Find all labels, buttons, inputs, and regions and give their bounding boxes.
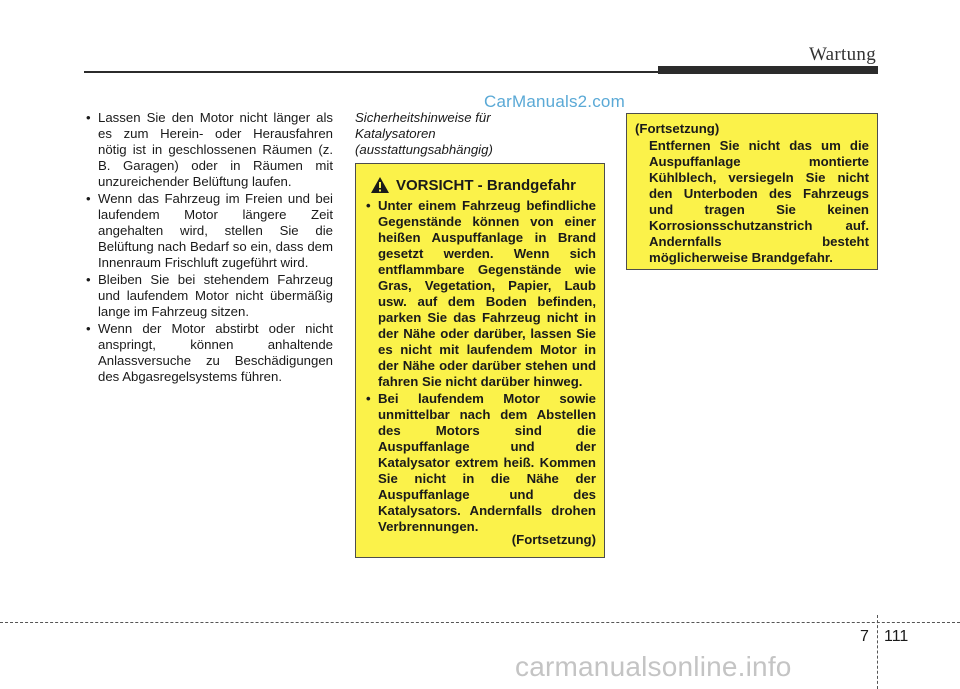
warning-item: • Unter einem Fahrzeug befindliche Gegenstände können von einer heißen Auspuffanlage in Brand gesetzt werden. Wenn sich entflammbare Gegenstände wie Gras, Vegetation, Papier, Laub usw. auf dem Boden befinden, parken Sie das Fahrzeug nicht in der Nähe oder darüber, lassen Sie es nicht mit laufendem Motor in der Nähe oder darüber stehen und fahren Sie nicht darüber hinweg. [364, 198, 596, 390]
section-heading [355, 110, 607, 158]
list-item: • Bleiben Sie bei stehendem Fahrzeug und laufendem Motor nicht übermäßig lange im Fahrzeug sitzen. [84, 272, 333, 320]
warning-title: VORSICHT - Brandgefahr [396, 176, 577, 194]
list-item: • Lassen Sie den Motor nicht länger als es zum Herein- oder Herausfahren nötig ist in geschlossenen Räumen (z. B. Garagen) oder in Räumen mit unzureichender Belüftung laufen. [84, 110, 333, 190]
continued-heading: (Fortsetzung) [635, 121, 720, 136]
continued-label: (Fortsetzung) [511, 532, 596, 547]
watermark-top[interactable]: CarManuals2.com [484, 92, 625, 111]
section-title: Wartung [808, 44, 876, 65]
warning-item: • Bei laufendem Motor sowie unmittelbar nach dem Abstellen des Motors sind die Auspuffanlage und der Katalysator extrem heiß. Kommen Sie nicht in die Nähe der Auspuffanlage und des Katalysators. Andernfalls drohen Verbrennungen. [364, 391, 596, 535]
bullet-list [84, 110, 333, 385]
footer-divider [877, 615, 878, 689]
header-bar [658, 66, 878, 74]
heading-line: Katalysatoren [355, 126, 436, 141]
heading-line: (ausstattungsabhängig) [355, 142, 493, 157]
footer-rule [0, 622, 960, 623]
list-item: • Wenn der Motor abstirbt oder nicht anspringt, können anhaltende Anlassversuche zu Beschädigungen des Abgasregelsystems führen. [84, 321, 333, 385]
list-item: • Wenn das Fahrzeug im Freien und bei laufendem Motor längere Zeit angehalten wird, stellen Sie die Belüftung nach Bedarf so ein, dass dem Innenraum Frischluft zugeführt wird. [84, 191, 333, 271]
warning-title-row [370, 176, 576, 194]
warning-box [355, 163, 605, 558]
continued-warning-box [626, 113, 878, 270]
heading-line: Sicherheitshinweise für [355, 110, 491, 125]
warning-list [364, 198, 596, 536]
page-number: 111 [884, 628, 909, 645]
header-rule [84, 71, 658, 73]
chapter-number: 7 [860, 628, 869, 645]
continued-text: Entfernen Sie nicht das um die Auspuffanlage montierte Kühlblech, versiegeln Sie nicht den Unterboden des Fahrzeugs und tragen Sie keinen Korrosionsschutzanstrich auf. Andernfalls besteht möglicherweise Brandgefahr. [649, 138, 869, 265]
watermark-bottom[interactable]: carmanualsonline.info [515, 651, 792, 682]
warning-triangle-icon [370, 176, 390, 194]
left-column [84, 110, 333, 386]
